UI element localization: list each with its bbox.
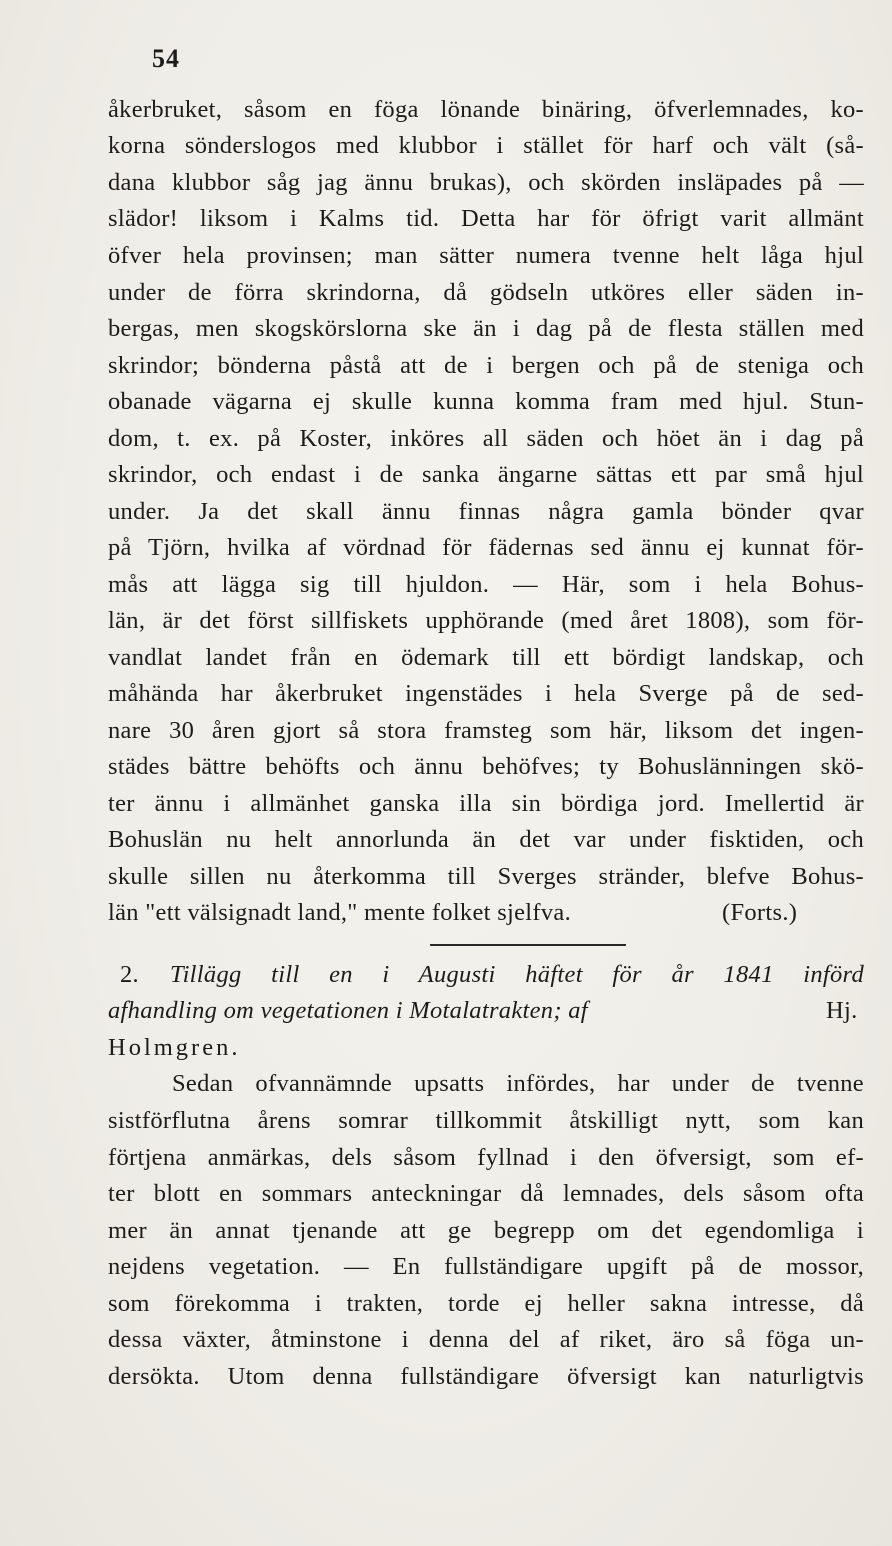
text-line: öfver hela provinsen; man sätter numera tvenne helt låga hjul	[108, 242, 864, 269]
text-line: skulle sillen nu återkomma till Sverges stränder, blefve Bohus-	[108, 863, 864, 890]
text-line: på Tjörn, hvilka af vördnad för fädernas sed ännu ej kunnat för-	[108, 534, 864, 561]
text-line: dana klubbor såg jag ännu brukas), och skörden insläpades på —	[108, 169, 864, 196]
text-line: mer än annat tjenande att ge begrepp om det egendomliga i	[108, 1217, 864, 1244]
page-number: 54	[152, 44, 180, 73]
text-line: förtjena anmärkas, dels såsom fyllnad i den öfversigt, som ef-	[108, 1144, 864, 1171]
continued-note: (Forts.)	[722, 899, 798, 926]
text-line: dom, t. ex. på Koster, inköres all säden och höet än i dag på	[108, 425, 864, 452]
text-line: län, är det först sillfiskets upphörande (med året 1808), som för-	[108, 607, 864, 634]
text-line: dersökta. Utom denna fullständigare öfversigt kan naturligtvis	[108, 1363, 864, 1390]
text-line: nare 30 åren gjort så stora framsteg som här, liksom det ingen-	[108, 717, 864, 744]
text-line: ter blott en sommars anteckningar då lemnades, dels såsom ofta	[108, 1180, 864, 1207]
text-line: korna sönderslogos med klubbor i stället för harf och vält (så-	[108, 132, 864, 159]
text-line: län "ett välsignadt land," mente folket sjelfva.	[108, 899, 572, 926]
text-line: städes bättre behöfts och ännu behöfves; ty Bohuslänningen skö-	[108, 753, 864, 780]
author-name: Holmgren.	[108, 1034, 241, 1061]
text-line: ter ännu i allmänhet ganska illa sin bördiga jord. Imellertid är	[108, 790, 864, 817]
text-line: under. Ja det skall ännu finnas några gamla bönder qvar	[108, 498, 864, 525]
text-line: skrindor, och endast i de sanka ängarne sättas ett par små hjul	[108, 461, 864, 488]
text-line: som förekomma i trakten, torde ej heller sakna intresse, då	[108, 1290, 864, 1317]
section-number: 2.	[120, 961, 139, 988]
section-divider	[430, 944, 626, 946]
text-line: vandlat landet från en ödemark till ett bördigt landskap, och	[108, 644, 864, 671]
text-line: mås att lägga sig till hjuldon. — Här, som i hela Bohus-	[108, 571, 864, 598]
text-line: under de förra skrindorna, då gödseln utköres eller säden in-	[108, 279, 864, 306]
text-line: obanade vägarna ej skulle kunna komma fram med hjul. Stun-	[108, 388, 864, 415]
text-line: Bohuslän nu helt annorlunda än det var under fisktiden, och	[108, 826, 864, 853]
author-initial: Hj.	[826, 997, 858, 1024]
text-line: sistförflutna årens somrar tillkommit åtskilligt nytt, som kan	[108, 1107, 864, 1134]
section-title-line: Tillägg till en i Augusti häftet för år 1841 införd	[170, 961, 864, 988]
text-line: Sedan ofvannämnde upsatts infördes, har under de tvenne	[172, 1070, 864, 1097]
text-line: skrindor; bönderna påstå att de i bergen och på de steniga och	[108, 352, 864, 379]
text-line: slädor! liksom i Kalms tid. Detta har för öfrigt varit allmänt	[108, 205, 864, 232]
section-title-line: afhandling om vegetationen i Motalatrakten; af	[108, 997, 588, 1024]
text-line: dessa växter, åtminstone i denna del af riket, äro så föga un-	[108, 1326, 864, 1353]
text-line: måhända har åkerbruket ingenstädes i hela Sverge på de sed-	[108, 680, 864, 707]
text-line: nejdens vegetation. — En fullständigare upgift på de mossor,	[108, 1253, 864, 1280]
text-line: bergas, men skogskörslorna ske än i dag på de flesta ställen med	[108, 315, 864, 342]
text-line: åkerbruket, såsom en föga lönande binäring, öfverlemnades, ko-	[108, 96, 864, 123]
